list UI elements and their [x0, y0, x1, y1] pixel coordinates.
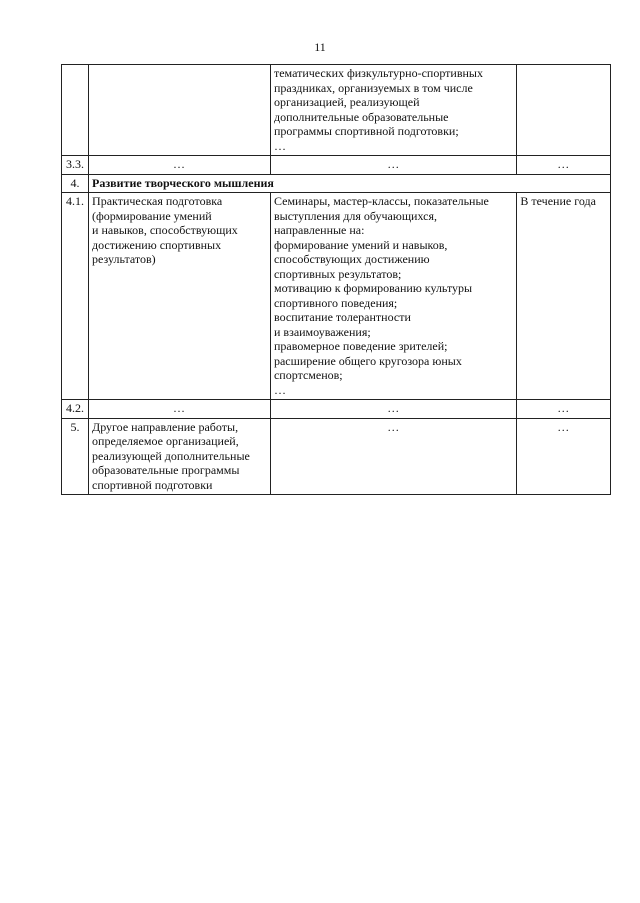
row-number-cell: [62, 65, 89, 156]
row-number-cell: 4.1.: [62, 193, 89, 400]
page-number: 11: [314, 40, 326, 54]
activity-term-cell: …: [517, 418, 611, 495]
activity-name-cell: Практическая подготовка (формирование умений и навыков, способствующих достижению спортивных результатов): [89, 193, 271, 400]
table-row: [62, 418, 611, 495]
activity-name-cell: …: [89, 400, 271, 419]
row-number-cell: 5.: [62, 418, 89, 495]
table-row: [62, 193, 611, 400]
activity-content-cell: тематических физкультурно-спортивных праздниках, организуемых в том числе организацией, реализующей дополнительные образовательные программы спортивной подготовки; …: [270, 65, 516, 156]
section-title-cell: Развитие творческого мышления: [89, 174, 611, 193]
row-number-cell: 3.3.: [62, 156, 89, 175]
activity-name-cell: [89, 65, 271, 156]
activity-term-cell: В течение года: [517, 193, 611, 400]
activity-content-cell: …: [270, 400, 516, 419]
table-row: [62, 156, 611, 175]
activity-name-cell: Другое направление работы, определяемое организацией, реализующей дополнительные образовательные программы спортивной подготовки: [89, 418, 271, 495]
table-row: [62, 174, 611, 193]
activity-term-cell: …: [517, 156, 611, 175]
activity-name-cell: …: [89, 156, 271, 175]
plan-table: [61, 64, 611, 495]
activity-term-cell: …: [517, 400, 611, 419]
row-number-cell: 4.: [62, 174, 89, 193]
activity-content-cell: …: [270, 418, 516, 495]
activity-content-cell: Семинары, мастер-классы, показательные выступления для обучающихся, направленные на: формирование умений и навыков, способствующих достижению спортивных результатов; мотивацию к формированию культуры спортивного поведения; воспитание толерантности и взаимоуважения; правомерное поведение зрителей; расширение общего кругозора юных спортсменов; …: [270, 193, 516, 400]
table-row: [62, 65, 611, 156]
row-number-cell: 4.2.: [62, 400, 89, 419]
table-row: [62, 400, 611, 419]
activity-content-cell: …: [270, 156, 516, 175]
activity-term-cell: [517, 65, 611, 156]
